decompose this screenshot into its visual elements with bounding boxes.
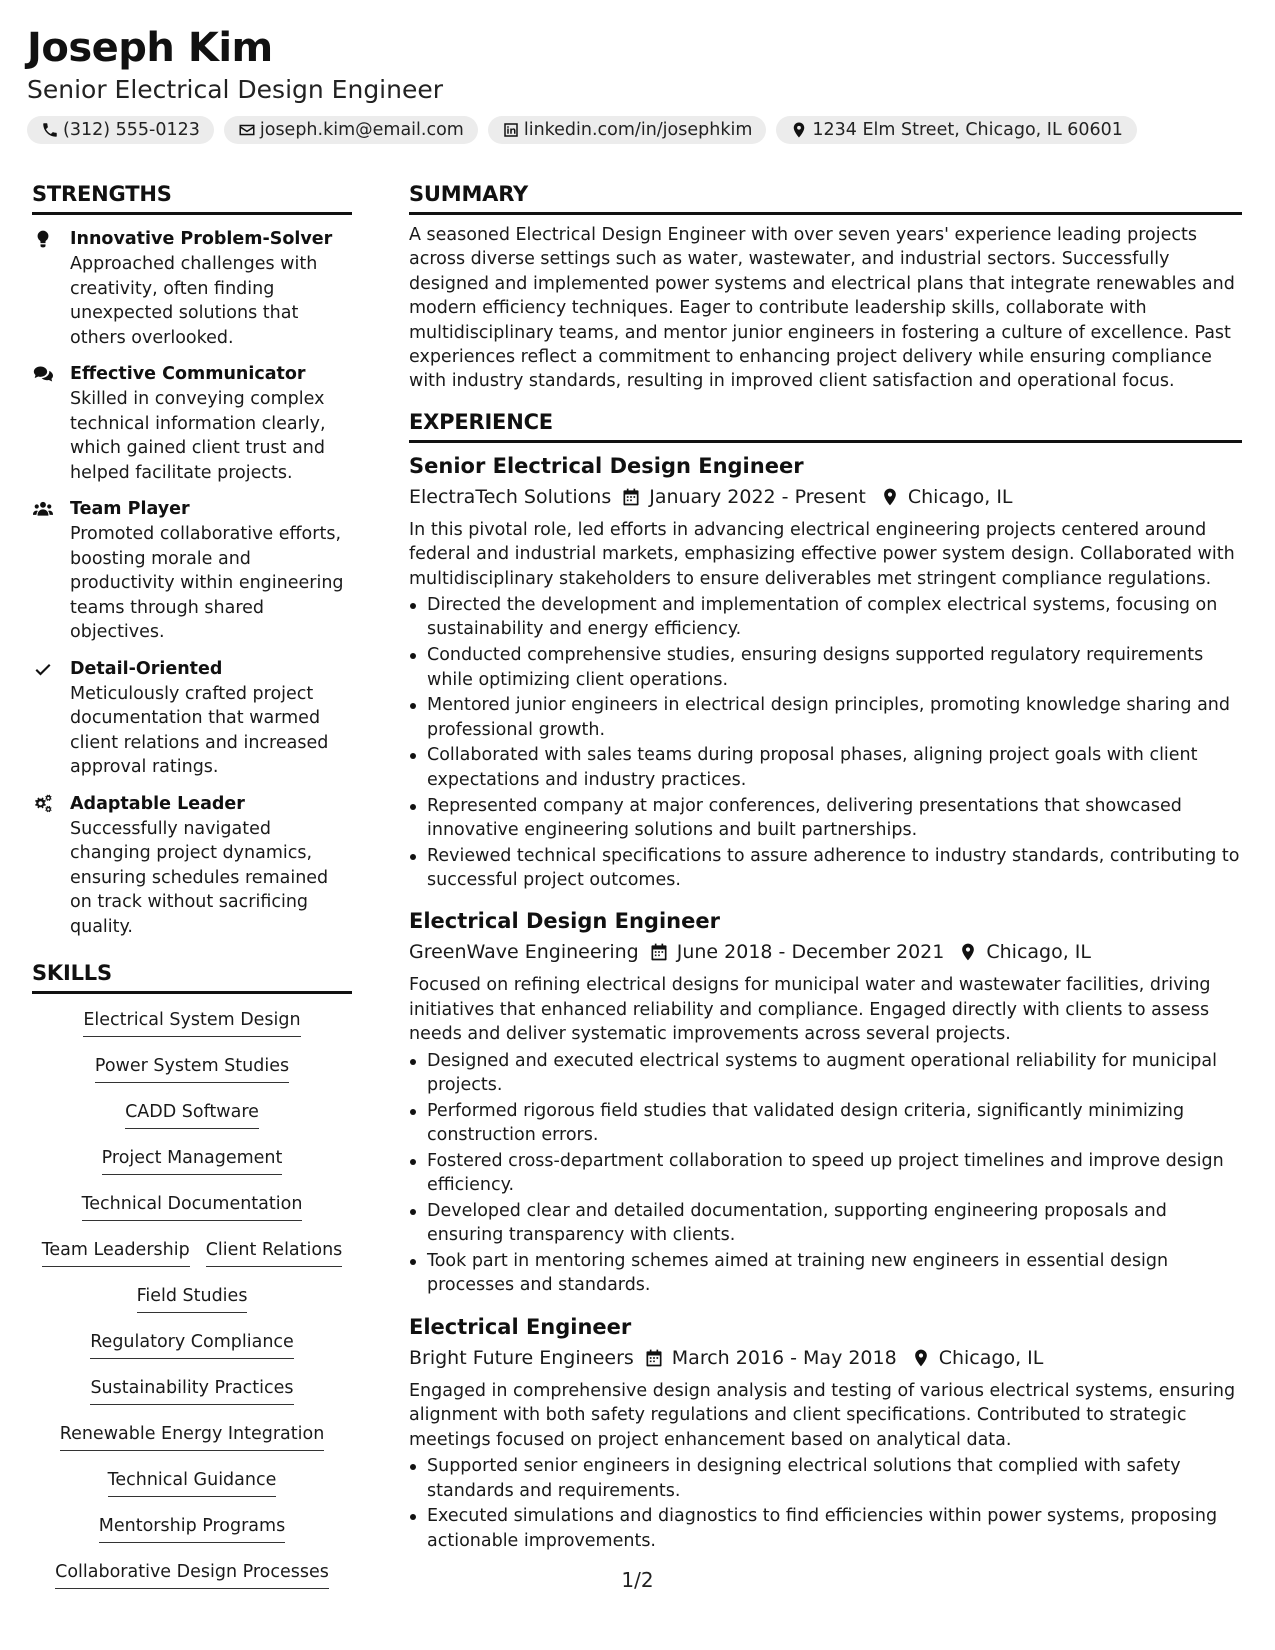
job-dates: January 2022 - Present (649, 485, 866, 508)
strength-item (32, 362, 352, 485)
strength-item (32, 497, 352, 645)
strength-item (32, 792, 352, 940)
contact-linkedin-text[interactable]: linkedin.com/in/josephkim (523, 120, 753, 140)
skill-tag: Sustainability Practices (90, 1376, 293, 1405)
checkmark-icon (32, 659, 54, 679)
job-meta (409, 482, 1242, 512)
job-location: Chicago, IL (907, 485, 1013, 508)
candidate-name: Joseph Kim (27, 25, 273, 71)
strength-title: Adaptable Leader (70, 793, 245, 814)
job-dates: March 2016 - May 2018 (671, 1346, 897, 1369)
job-bullet: Performed rigorous field studies that validated design criteria, significantly minimizing construction errors. (409, 1099, 1242, 1148)
skill-tag: Team Leadership (42, 1238, 190, 1267)
skills-list (32, 1008, 352, 1606)
calendar-icon (649, 942, 669, 962)
strength-title: Team Player (70, 499, 190, 519)
job-bullet: Designed and executed electrical systems to augment operational reliability for municipal projects. (409, 1049, 1242, 1098)
calendar-icon (621, 487, 641, 507)
strength-title: Effective Communicator (70, 364, 306, 384)
skill-tag: Field Studies (137, 1284, 248, 1313)
job-entry (409, 906, 1242, 1297)
skill-tag: Client Relations (206, 1238, 343, 1267)
job-bullet: Fostered cross-department collaboration to speed up project timelines and improve design efficiency. (409, 1149, 1242, 1198)
experience-heading: EXPERIENCE (409, 408, 1242, 443)
left-column (32, 180, 352, 1606)
skill-tag: Renewable Energy Integration (60, 1422, 325, 1451)
summary-text: A seasoned Electrical Design Engineer with over seven years' experience leading projects across diverse settings such as water, wastewater, and industrial sectors. Successfully designed and implemented power systems and electrical plans that integrate renewables and modern efficiency techniques. Eager to contribute leadership skills, collaborate with multidisciplinary teams, and mentor junior engineers in fostering a culture of excellence. Past experiences reflect a commitment to enhancing project delivery while ensuring compliance with industry standards, resulting in improved client satisfaction and operational focus. (409, 225, 1235, 392)
skill-tag: Regulatory Compliance (90, 1330, 294, 1359)
job-bullet: Supported senior engineers in designing electrical solutions that complied with safety standards and requirements. (409, 1454, 1242, 1503)
strengths-heading: STRENGTHS (32, 180, 352, 215)
skill-tag: Mentorship Programs (99, 1514, 285, 1543)
gears-icon (32, 794, 54, 814)
contact-phone-text: (312) 555-0123 (63, 120, 200, 140)
linkedin-icon (502, 121, 520, 139)
contact-bar (27, 116, 1247, 144)
candidate-role: Senior Electrical Design Engineer (27, 75, 444, 104)
job-meta (409, 1343, 1242, 1373)
skill-tag: CADD Software (125, 1100, 259, 1129)
strength-desc: Meticulously crafted project documentation that warmed client relations and increased approval ratings. (70, 683, 329, 777)
users-icon (32, 499, 54, 519)
contact-address (776, 116, 1137, 144)
resume-header (27, 22, 1247, 144)
job-bullet: Mentored junior engineers in electrical design principles, promoting knowledge sharing and professional growth. (409, 693, 1242, 742)
strength-item (32, 227, 352, 350)
job-bullet: Developed clear and detailed documentation, supporting engineering proposals and ensuring transparency with clients. (409, 1199, 1242, 1248)
strength-desc: Approached challenges with creativity, often finding unexpected solutions that others overlooked. (70, 254, 318, 348)
contact-linkedin[interactable] (488, 116, 767, 144)
job-description: In this pivotal role, led efforts in advancing electrical engineering projects centered around federal and industrial markets, emphasizing effective power system design. Collaborated with multidisciplinary stakeholders to ensure deliverables met stringent compliance regulations. (409, 519, 1235, 589)
page-number: 1/2 (621, 1568, 654, 1592)
strength-desc: Skilled in conveying complex technical information clearly, which gained client trust and helped facilitate projects. (70, 389, 326, 483)
strength-item (32, 657, 352, 780)
job-bullet: Represented company at major conferences, delivering presentations that showcased innovative engineering solutions and built partnerships. (409, 794, 1242, 843)
job-entry (409, 1312, 1242, 1553)
envelope-icon (238, 121, 256, 139)
lightbulb-icon (32, 229, 54, 249)
job-bullets (409, 1454, 1242, 1553)
location-pin-icon (880, 487, 900, 507)
summary-heading: SUMMARY (409, 180, 1242, 215)
job-bullets (409, 593, 1242, 892)
location-pin-icon (958, 942, 978, 962)
job-bullet: Conducted comprehensive studies, ensuring designs supported regulatory requirements while optimizing client operations. (409, 643, 1242, 692)
job-bullet: Took part in mentoring schemes aimed at training new engineers in essential design processes and standards. (409, 1249, 1242, 1298)
contact-address-text: 1234 Elm Street, Chicago, IL 60601 (812, 120, 1123, 140)
job-title: Electrical Engineer (409, 1314, 632, 1339)
job-description: Focused on refining electrical designs for municipal water and wastewater facilities, driving initiatives that enhanced reliability and compliance. Engaged directly with clients to assess needs and deliver systematic improvements across several projects. (409, 975, 1211, 1045)
job-bullet: Collaborated with sales teams during proposal phases, aligning project goals with client expectations and industry practices. (409, 743, 1242, 792)
calendar-icon (644, 1348, 664, 1368)
contact-phone (27, 116, 214, 144)
skill-tag: Technical Documentation (82, 1192, 303, 1221)
job-description: Engaged in comprehensive design analysis and testing of various electrical systems, ensuring alignment with both safety regulations and client specifications. Contributed to strategic meetings focused on project enhancement based on analytical data. (409, 1380, 1236, 1450)
job-bullets (409, 1049, 1242, 1298)
strength-title: Innovative Problem-Solver (70, 229, 333, 249)
comments-icon (32, 364, 54, 384)
job-company: Bright Future Engineers (409, 1346, 634, 1369)
job-company: GreenWave Engineering (409, 941, 639, 964)
job-location: Chicago, IL (938, 1346, 1044, 1369)
job-bullet: Executed simulations and diagnostics to find efficiencies within power systems, proposing actionable improvements. (409, 1504, 1242, 1553)
skill-tag: Electrical System Design (83, 1008, 300, 1037)
job-title: Electrical Design Engineer (409, 909, 720, 934)
contact-email[interactable] (224, 116, 478, 144)
strength-title: Detail-Oriented (70, 658, 223, 679)
contact-email-text[interactable]: joseph.kim@email.com (259, 120, 464, 140)
right-column (409, 180, 1242, 1554)
job-dates: June 2018 - December 2021 (676, 941, 945, 964)
location-pin-icon (790, 121, 808, 139)
job-title: Senior Electrical Design Engineer (409, 453, 804, 478)
job-location: Chicago, IL (986, 941, 1091, 964)
skill-tag: Power System Studies (95, 1054, 289, 1083)
phone-icon (41, 121, 59, 139)
job-bullet: Reviewed technical specifications to assure adherence to industry standards, contributing to successful project outcomes. (409, 844, 1242, 893)
job-entry (409, 451, 1242, 893)
skill-tag: Collaborative Design Processes (55, 1560, 329, 1589)
job-meta (409, 937, 1242, 967)
skill-tag: Technical Guidance (108, 1468, 277, 1497)
location-pin-icon (911, 1348, 931, 1368)
skill-tag: Project Management (102, 1146, 283, 1175)
job-bullet: Directed the development and implementation of complex electrical systems, focusing on sustainability and energy efficiency. (409, 593, 1242, 642)
strength-desc: Promoted collaborative efforts, boosting morale and productivity within engineering teams through shared objectives. (70, 524, 344, 642)
job-company: ElectraTech Solutions (409, 485, 612, 508)
skills-heading: SKILLS (32, 959, 352, 994)
strength-desc: Successfully navigated changing project dynamics, ensuring schedules remained on track without sacrificing quality. (70, 818, 329, 937)
